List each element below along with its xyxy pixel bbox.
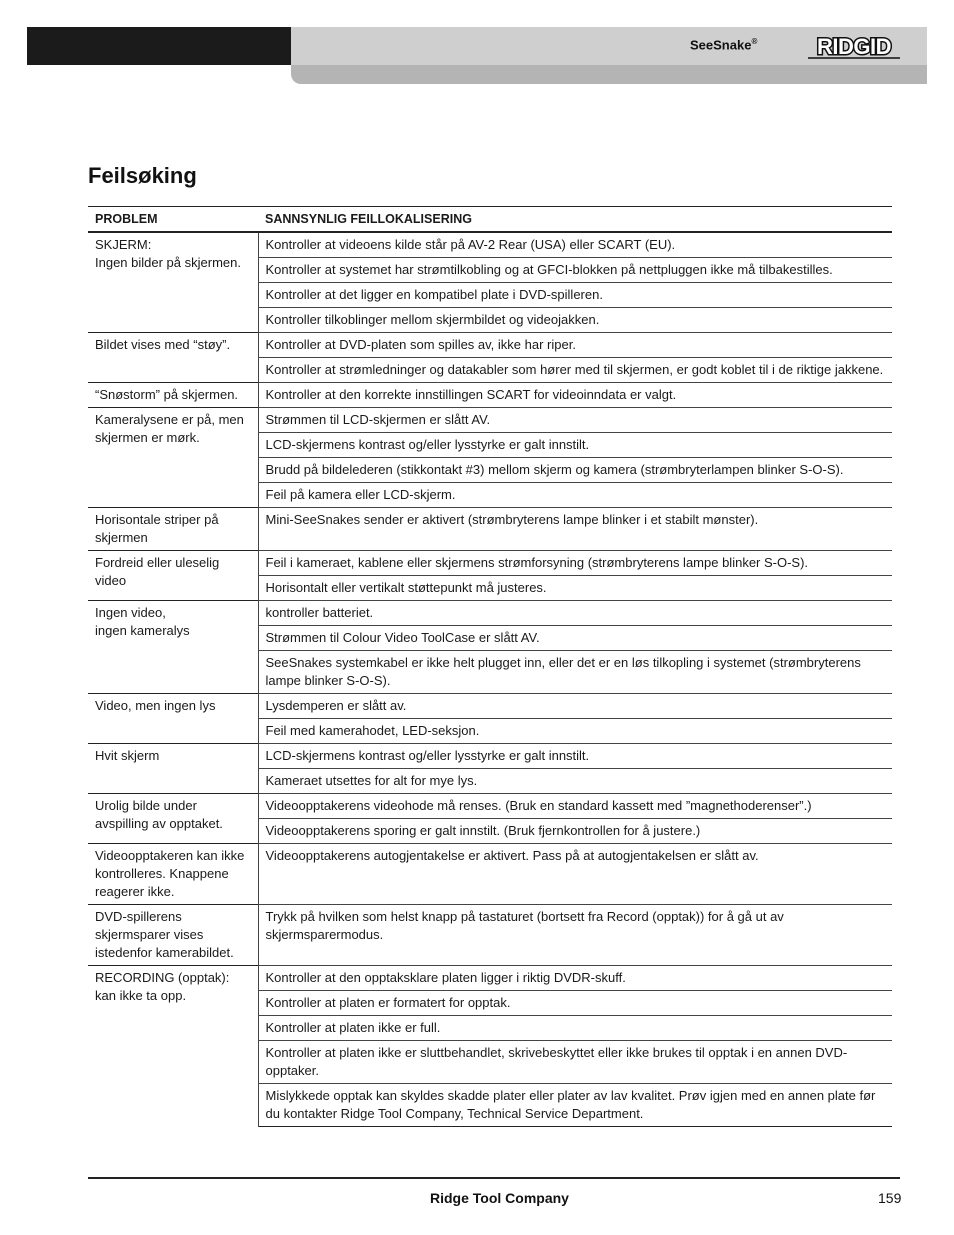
cause-cell: Videoopptakerens sporing er galt innstilt. (Bruk fjernkontrollen for å justere.)	[258, 819, 892, 844]
footer-rule	[88, 1177, 900, 1179]
cause-cell: Kontroller at det ligger en kompatibel plate i DVD-spilleren.	[258, 283, 892, 308]
table-row	[88, 844, 892, 905]
problem-text: Horisontale striper på skjermen	[95, 512, 219, 545]
ridgid-logo	[806, 33, 902, 61]
cause-cell: Kontroller at den korrekte innstillingen SCART for videoinndata er valgt.	[258, 383, 892, 408]
cause-cell: kontroller batteriet.	[258, 601, 892, 626]
problem-text: RECORDING (opptak):	[95, 970, 230, 985]
table-row	[88, 601, 892, 626]
problem-text: Video, men ingen lys	[95, 698, 216, 713]
svg-text:RIDGID: RIDGID	[817, 34, 891, 59]
cause-cell: Kontroller at platen ikke er full.	[258, 1016, 892, 1041]
problem-text: Bildet vises med “støy”.	[95, 337, 231, 352]
cause-cell: LCD-skjermens kontrast og/eller lysstyrke er galt innstilt.	[258, 433, 892, 458]
page-title: Feilsøking	[88, 163, 197, 188]
problem-text: Fordreid eller uleselig video	[95, 555, 220, 588]
cause-cell: Kontroller at DVD-platen som spilles av, ikke har riper.	[258, 333, 892, 358]
problem-cell	[88, 905, 258, 966]
cause-cell: Strømmen til LCD-skjermen er slått AV.	[258, 408, 892, 433]
column-header-problem: PROBLEM	[88, 207, 258, 233]
problem-text: Ingen bilder på skjermen.	[95, 255, 241, 270]
table-row	[88, 383, 892, 408]
page-number: 159	[878, 1190, 902, 1206]
table-row	[88, 333, 892, 358]
footer-company: Ridge Tool Company	[430, 1190, 569, 1206]
product-name: SeeSnake®	[690, 37, 758, 53]
cause-cell: LCD-skjermens kontrast og/eller lysstyrke er galt innstilt.	[258, 744, 892, 769]
cause-cell: SeeSnakes systemkabel er ikke helt plugget inn, eller det er en løs tilkopling i systemet (strømbryterens lampe blinker S-O-S).	[258, 651, 892, 694]
problem-cell	[88, 694, 258, 744]
cause-cell: Videoopptakerens autogjentakelse er aktivert. Pass på at autogjentakelsen er slått av.	[258, 844, 892, 905]
table-row	[88, 508, 892, 551]
table-row	[88, 905, 892, 966]
problem-cell	[88, 966, 258, 1127]
table-row	[88, 551, 892, 576]
cause-cell: Kontroller at videoens kilde står på AV-2 Rear (USA) eller SCART (EU).	[258, 232, 892, 258]
cause-cell: Kontroller at strømledninger og datakabler som hører med til skjermen, er godt koblet til i de riktige jakkene.	[258, 358, 892, 383]
header-strip	[291, 65, 927, 84]
cause-cell: Lysdemperen er slått av.	[258, 694, 892, 719]
problem-text: Urolig bilde under avspilling av opptaket.	[95, 798, 223, 831]
troubleshooting-table	[88, 206, 892, 1127]
cause-cell: Feil på kamera eller LCD-skjerm.	[258, 483, 892, 508]
cause-cell: Strømmen til Colour Video ToolCase er slått AV.	[258, 626, 892, 651]
cause-cell: Horisontalt eller vertikalt støttepunkt må justeres.	[258, 576, 892, 601]
problem-cell	[88, 794, 258, 844]
problem-cell	[88, 844, 258, 905]
problem-cell	[88, 551, 258, 601]
cause-cell: Brudd på bildelederen (stikkontakt #3) mellom skjerm og kamera (strømbryterlampen blinker S-O-S).	[258, 458, 892, 483]
header-bar-dark	[27, 27, 291, 65]
cause-cell: Kameraet utsettes for alt for mye lys.	[258, 769, 892, 794]
problem-cell	[88, 232, 258, 333]
problem-text: Kameralysene er på, men skjermen er mørk.	[95, 412, 244, 445]
problem-cell	[88, 601, 258, 694]
problem-cell	[88, 408, 258, 508]
table-header-row	[88, 207, 892, 233]
problem-text: “Snøstorm” på skjermen.	[95, 387, 239, 402]
column-header-cause: SANNSYNLIG FEILLOKALISERING	[258, 207, 892, 233]
cause-cell: Kontroller tilkoblinger mellom skjermbildet og videojakken.	[258, 308, 892, 333]
cause-cell: Feil i kameraet, kablene eller skjermens strømforsyning (strømbryterens lampe blinker S-O-S).	[258, 551, 892, 576]
table-body	[88, 232, 892, 1127]
problem-text: Ingen video,	[95, 605, 166, 620]
table-row	[88, 408, 892, 433]
cause-cell: Mislykkede opptak kan skyldes skadde plater eller plater av lav kvalitet. Prøv igjen med en annen plate før du kontakter Ridge Tool Company, Technical Service Department.	[258, 1084, 892, 1127]
problem-text: ingen kameralys	[95, 623, 190, 638]
problem-text: DVD-spillerens skjermsparer vises istedenfor kamerabildet.	[95, 909, 234, 960]
table-row	[88, 694, 892, 719]
problem-cell	[88, 508, 258, 551]
cause-cell: Feil med kamerahodet, LED-seksjon.	[258, 719, 892, 744]
cause-cell: Trykk på hvilken som helst knapp på tastaturet (bortsett fra Record (opptak)) for å gå ut av skjermsparermodus.	[258, 905, 892, 966]
table-row	[88, 744, 892, 769]
table-row	[88, 794, 892, 819]
table-row	[88, 966, 892, 991]
cause-cell: Kontroller at platen ikke er sluttbehandlet, skrivebeskyttet eller ikke brukes til opptak i en annen DVD-opptaker.	[258, 1041, 892, 1084]
cause-cell: Kontroller at den opptaksklare platen ligger i riktig DVDR-skuff.	[258, 966, 892, 991]
problem-cell	[88, 383, 258, 408]
cause-cell: Videoopptakerens videohode må renses. (Bruk en standard kassett med ”magnethoderenser”.)	[258, 794, 892, 819]
cause-cell: Mini-SeeSnakes sender er aktivert (strømbryterens lampe blinker i et stabilt mønster).	[258, 508, 892, 551]
problem-text: SKJERM:	[95, 237, 152, 252]
problem-text: Videoopptakeren kan ikke kontrolleres. Knappene reagerer ikke.	[95, 848, 245, 899]
problem-text: Hvit skjerm	[95, 748, 160, 763]
table-row	[88, 232, 892, 258]
cause-cell: Kontroller at systemet har strømtilkobling og at GFCI-blokken på nettpluggen ikke må tilbakestilles.	[258, 258, 892, 283]
problem-cell	[88, 333, 258, 383]
problem-cell	[88, 744, 258, 794]
problem-text: kan ikke ta opp.	[95, 988, 187, 1003]
cause-cell: Kontroller at platen er formatert for opptak.	[258, 991, 892, 1016]
